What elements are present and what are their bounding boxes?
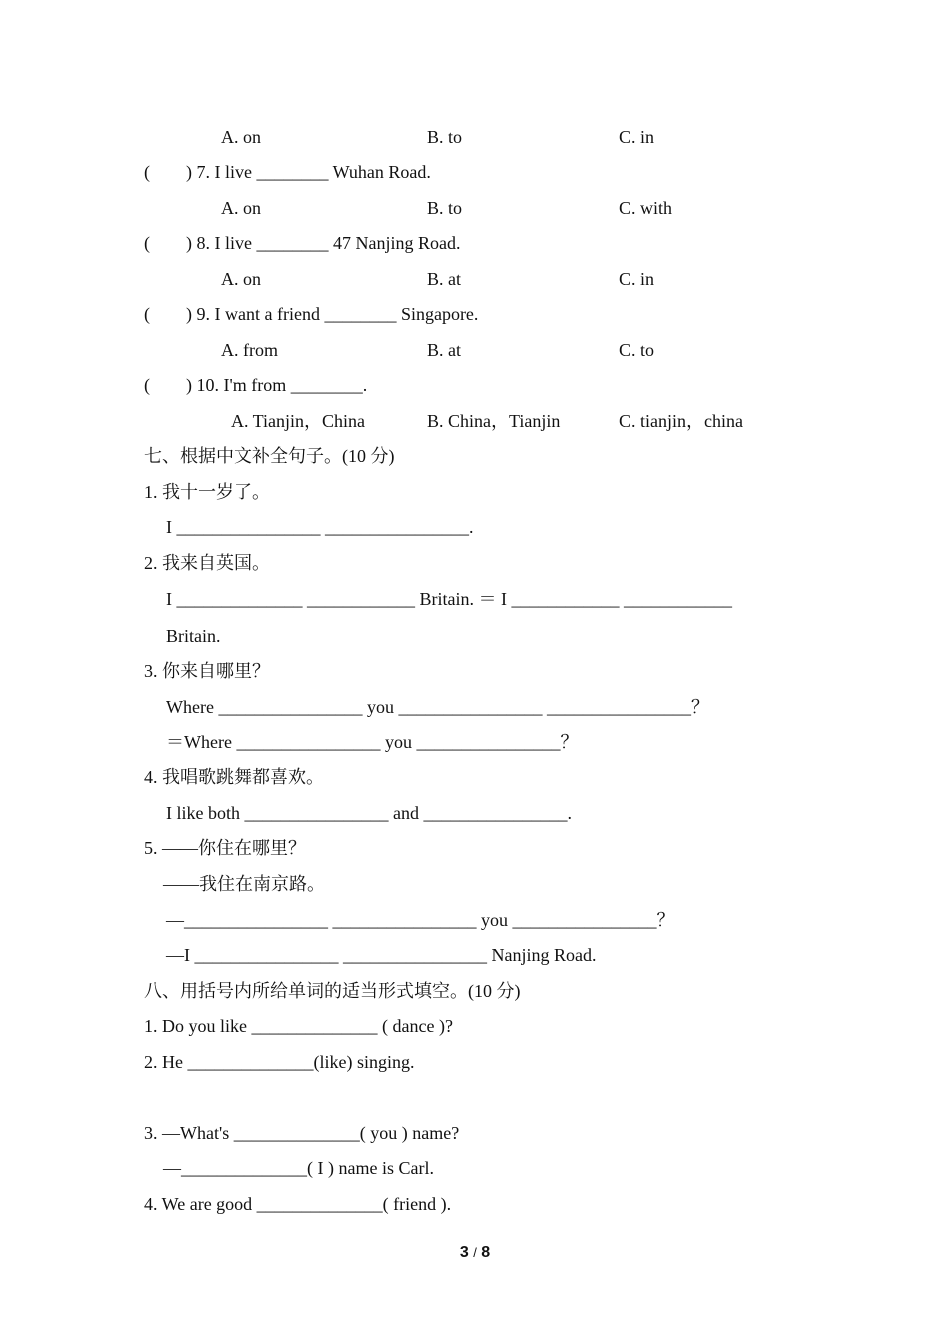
s7-item-5-answer-line-question: —________________ ________________ you ________________？: [166, 910, 675, 930]
s7-item-1-answer-line: I ________________ ________________.: [166, 517, 474, 537]
s8-item-3: 3. —What's ______________( you ) name?: [144, 1123, 460, 1143]
question-9-stem: ( ) 9. I want a friend ________ Singapore.: [144, 304, 479, 324]
q8-option-a: A. on: [221, 269, 261, 289]
q7-option-b: B. to: [427, 198, 463, 218]
s7-item-2-answer-line: I ______________ ____________ Britain. ＝ I ____________ ____________: [166, 589, 732, 609]
s7-item-5-prompt: 5. ——你住在哪里？: [144, 838, 306, 858]
s8-item-3-reply: —______________( I ) name is Carl.: [163, 1158, 434, 1178]
page-total: 8: [481, 1244, 491, 1261]
q8-option-b: B. at: [427, 269, 461, 289]
q6-option-c: C. in: [619, 127, 655, 147]
q8-option-c: C. in: [619, 269, 655, 289]
s7-item-4-answer-line: I like both ________________ and ________________.: [166, 803, 572, 823]
s7-item-4-prompt: 4. 我唱歌跳舞都喜欢。: [144, 767, 324, 787]
page-separator: /: [473, 1245, 477, 1260]
question-7-stem: ( ) 7. I live ________ Wuhan Road.: [144, 162, 431, 182]
q9-option-b: B. at: [427, 340, 461, 360]
s8-item-4: 4. We are good ______________( friend ).: [144, 1194, 452, 1214]
section-8-title: 八、用括号内所给单词的适当形式填空。(10 分): [144, 981, 521, 1001]
q6-option-a: A. on: [221, 127, 261, 147]
q10-option-a: A. Tianjin，China: [231, 411, 366, 431]
s7-item-2-answer-line-cont: Britain.: [166, 626, 221, 646]
s8-item-1: 1. Do you like ______________ ( dance )?: [144, 1016, 453, 1036]
s7-item-3-answer-line-alt: ＝Where ________________ you ________________？: [166, 732, 579, 752]
s7-item-3-answer-line: Where ________________ you ________________ ________________？: [166, 697, 709, 717]
q10-option-b: B. China，Tianjin: [427, 411, 561, 431]
q6-option-b: B. to: [427, 127, 463, 147]
q10-option-c: C. tianjin，china: [619, 411, 743, 431]
section-7-title: 七、根据中文补全句子。(10 分): [144, 446, 395, 466]
q7-option-c: C. with: [619, 198, 673, 218]
s7-item-2-prompt: 2. 我来自英国。: [144, 553, 270, 573]
question-10-stem: ( ) 10. I'm from ________.: [144, 375, 368, 395]
s7-item-5-answer-line-reply: —I ________________ ________________ Nanjing Road.: [166, 945, 597, 965]
q7-option-a: A. on: [221, 198, 261, 218]
q9-option-a: A. from: [221, 340, 278, 360]
s7-item-5-reply-prompt: ——我住在南京路。: [163, 874, 325, 894]
s7-item-1-prompt: 1. 我十一岁了。: [144, 482, 270, 502]
page-number: [0, 1244, 950, 1262]
question-8-stem: ( ) 8. I live ________ 47 Nanjing Road.: [144, 233, 461, 253]
s7-item-3-prompt: 3. 你来自哪里？: [144, 661, 270, 681]
q9-option-c: C. to: [619, 340, 655, 360]
page-current: 3: [459, 1244, 469, 1261]
s8-item-2: 2. He ______________(like) singing.: [144, 1052, 415, 1072]
